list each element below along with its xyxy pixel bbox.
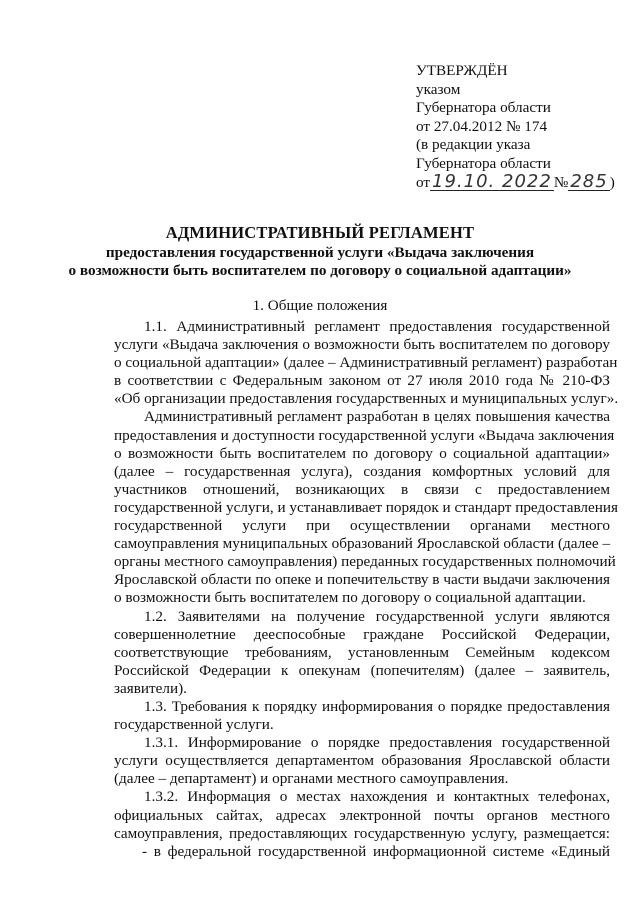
body-text-line: органы местного самоуправления) переданных государственных полномочий xyxy=(114,553,616,571)
body-text-line: государственной услуги. xyxy=(114,716,274,734)
body-text-line: предоставления и доступности государственной услуги «Выдача заключения xyxy=(114,426,615,444)
body-text-line: самоуправления, предоставляющих государственную услугу, размещается: xyxy=(114,824,610,842)
body-text-line: 1.3.2. Информация о местах нахождения и контактных телефонах, xyxy=(144,788,610,806)
body-text-line: 1.3.1. Информирование о порядке предоставления государственной xyxy=(144,734,610,752)
body-text-line: участников отношений, возникающих в связи с предоставлением xyxy=(114,480,610,498)
body-text-line: услуги осуществляется департаментом образования Ярославской области xyxy=(114,752,610,770)
approval-line: (в редакции указа xyxy=(416,136,531,154)
approval-line: Губернатора области xyxy=(416,99,551,117)
body-text-line: (далее – государственная услуга), создания комфортных условий для xyxy=(114,462,610,480)
handwritten-number: 285 xyxy=(570,170,608,192)
approval-line: Губернатора области xyxy=(416,154,551,172)
body-text-line: 1.1. Административный регламент предоставления государственной xyxy=(144,318,610,335)
body-text-line: Административный регламент разработан в целях повышения качества xyxy=(144,408,610,426)
approval-line: УТВЕРЖДЁН xyxy=(416,62,508,79)
body-text-line: самоуправления муниципальных образований Ярославской области (далее – xyxy=(114,535,611,553)
document-subtitle-line-2: о возможности быть воспитателем по договору о социальной адаптации» xyxy=(68,262,572,279)
body-text-line: Ярославской области по опеке и попечительству в части выдачи заключения xyxy=(114,571,610,589)
body-text-line: официальных сайтах, адресах электронной почты органов местного xyxy=(114,806,610,824)
body-text-line: о возможности быть воспитателем по договору о социальной адаптации. xyxy=(114,589,586,607)
approval-line: указом xyxy=(416,80,461,98)
body-text-line: заявители). xyxy=(114,679,187,697)
document-body xyxy=(114,318,619,861)
body-text-line: Российской Федерации к опекунам (попечителям) (далее – заявитель, xyxy=(114,661,610,679)
body-text-line: (далее – департамент) и органами местного самоуправления. xyxy=(114,770,509,788)
number-sign: № xyxy=(553,173,569,191)
body-text-line: в соответствии с Федеральным законом от 27 июля 2010 года № 210-ФЗ xyxy=(114,372,610,390)
body-text-line: соответствующие требованиям, установленным Семейным кодексом xyxy=(114,643,610,661)
body-text-line: о возможности быть воспитателем по договору о социальной адаптации» xyxy=(114,444,610,462)
closing-paren: ) xyxy=(609,173,615,191)
body-text-line: государственной услуги, и устанавливает порядок и стандарт предоставления xyxy=(114,498,618,516)
section-heading: 1. Общие положения xyxy=(252,297,388,314)
approval-stamp xyxy=(416,62,616,192)
body-text-line: «Об организации предоставления государственных и муниципальных услуг». xyxy=(114,390,619,408)
handwritten-date: 19.10. 2022 xyxy=(432,170,552,192)
body-text-line: услуги «Выдача заключения о возможности быть воспитателем по договору xyxy=(114,336,610,354)
body-text-line: государственной услуги при осуществлении органами местного xyxy=(114,517,610,535)
approval-line: от 27.04.2012 № 174 xyxy=(416,117,548,135)
body-text-line: 1.2. Заявителями на получение государственной услуги являются xyxy=(144,607,610,625)
amendment-date-line xyxy=(416,170,616,193)
body-text-line: 1.3. Требования к порядку информирования о порядке предоставления xyxy=(144,697,610,715)
document-title: АДМИНИСТРАТИВНЫЙ РЕГЛАМЕНТ xyxy=(165,223,475,242)
body-text-line: о социальной адаптации» (далее – Административный регламент) разработан xyxy=(114,354,618,372)
body-text-line: совершеннолетние дееспособные граждане Российской Федерации, xyxy=(114,625,610,643)
body-text-line: - в федеральной государственной информационной системе «Единый xyxy=(142,842,610,860)
date-prefix: от xyxy=(416,173,431,191)
document-subtitle-line-1: предоставления государственной услуги «Выдача заключения xyxy=(105,244,535,261)
